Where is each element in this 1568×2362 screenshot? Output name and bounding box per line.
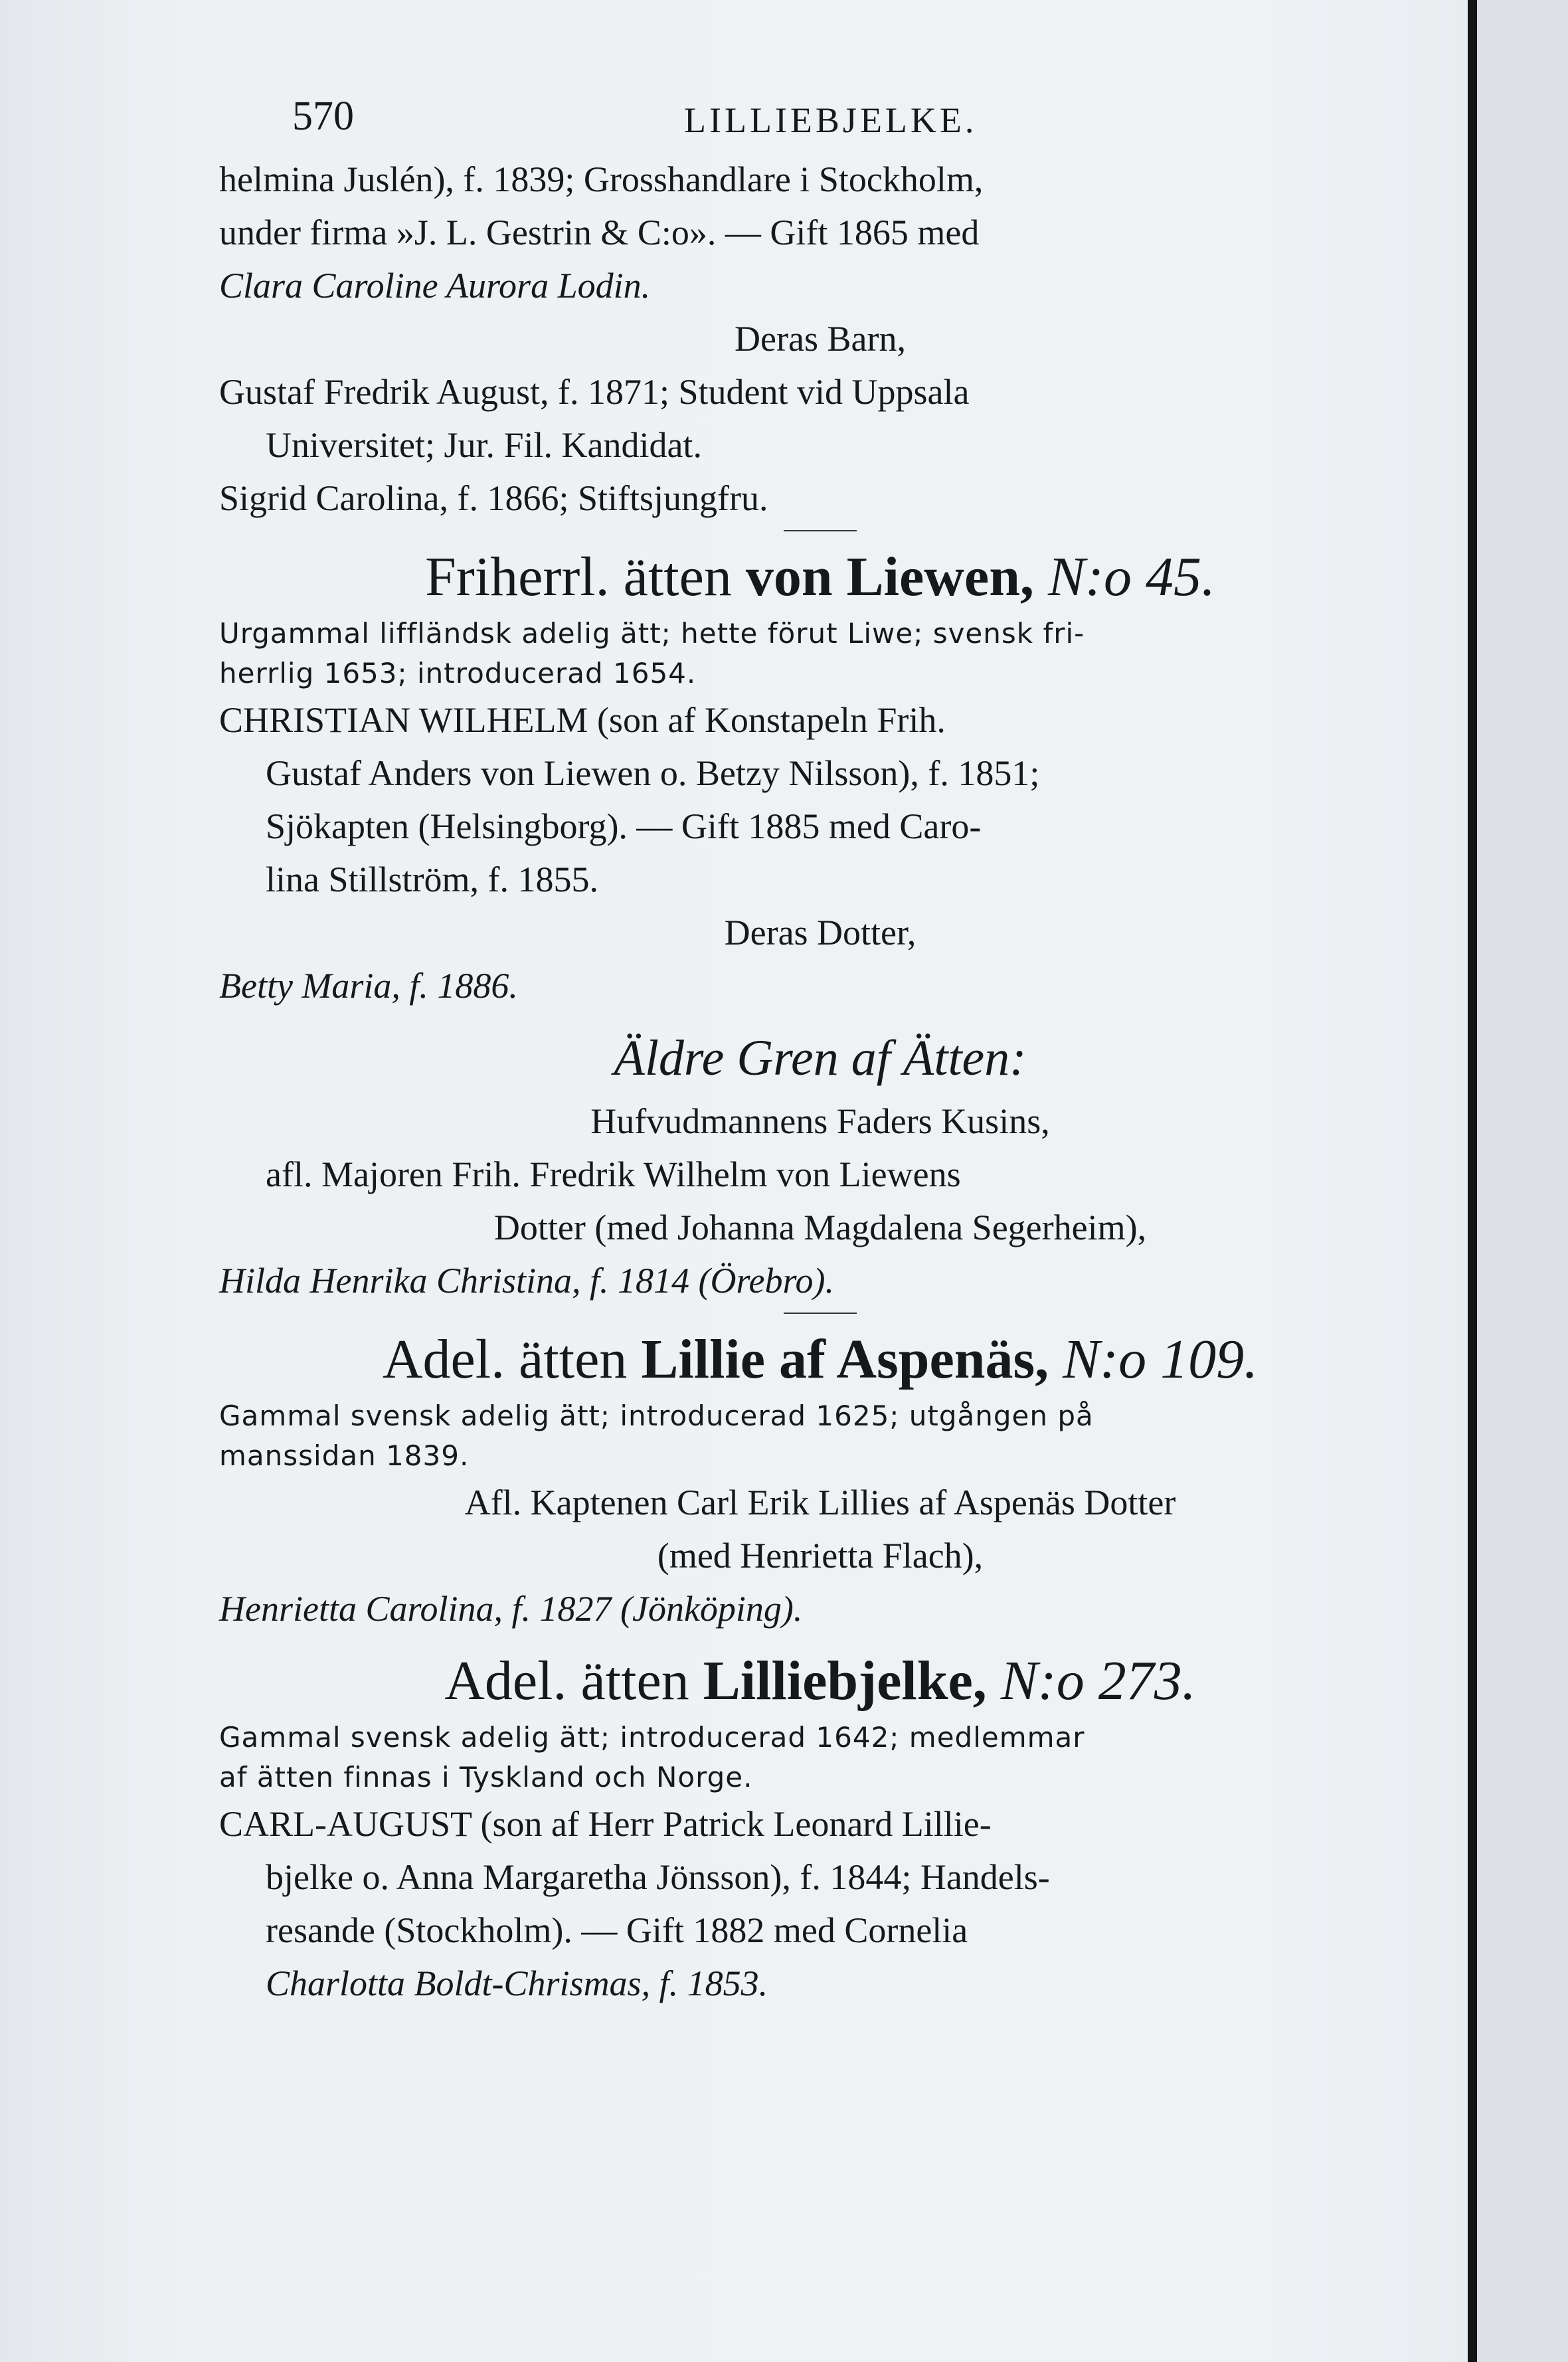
heading-number: N:o 45. xyxy=(1033,546,1215,608)
subheading-line: Hufvudmannens Faders Kusins, xyxy=(590,1101,1050,1141)
text-line: Gustaf Anders von Liewen o. Betzy Nilsson), f. 1851; xyxy=(266,753,1040,793)
section-heading xyxy=(219,1323,1421,1396)
intro-line: manssidan 1839. xyxy=(219,1439,470,1472)
page-content xyxy=(219,80,1421,2010)
text-line: Betty Maria, f. 1886. xyxy=(219,966,518,1006)
intro-line: Gammal svensk adelig ätt; introducerad 1625; utgången på xyxy=(219,1400,1094,1432)
text-line: Gustaf Fredrik August, f. 1871; Student vid Uppsala xyxy=(219,372,970,412)
text-line: afl. Majoren Frih. Fredrik Wilhelm von Liewens xyxy=(266,1154,961,1194)
running-head: LILLIEBJELKE. xyxy=(684,100,978,140)
heading-prefix: Adel. ätten xyxy=(382,1328,642,1390)
section-von-liewen xyxy=(219,541,1421,1307)
intro-line: Gammal svensk adelig ätt; introducerad 1642; medlemmar xyxy=(219,1721,1085,1754)
intro-line: Urgammal liffländsk adelig ätt; hette förut Liwe; svensk fri- xyxy=(219,617,1085,650)
text-line: Universitet; Jur. Fil. Kandidat. xyxy=(266,425,702,465)
page-number: 570 xyxy=(292,94,354,139)
text-line: Charlotta Boldt-Chrismas, f. 1853. xyxy=(266,1963,768,2003)
text-line: Dotter (med Johanna Magdalena Segerheim), xyxy=(493,1208,1147,1247)
text-line: resande (Stockholm). — Gift 1882 med Cornelia xyxy=(266,1910,968,1950)
section-divider xyxy=(784,530,857,531)
text-line: Hilda Henrika Christina, f. 1814 (Örebro). xyxy=(219,1261,834,1301)
branch-heading: Äldre Gren af Ätten: xyxy=(614,1030,1027,1086)
text-line: (med Henrietta Flach), xyxy=(657,1536,984,1576)
section-divider xyxy=(784,1313,857,1314)
text-line: bjelke o. Anna Margaretha Jönsson), f. 1844; Handels- xyxy=(266,1857,1050,1897)
intro-line: herrlig 1653; introducerad 1654. xyxy=(219,657,697,689)
text-line: Henrietta Carolina, f. 1827 (Jönköping). xyxy=(219,1589,803,1629)
section-lillie-af-aspenas xyxy=(219,1323,1421,1635)
text-line: helmina Juslén), f. 1839; Grosshandlare i Stockholm, xyxy=(219,159,984,199)
text-line: under firma »J. L. Gestrin & C:o». — Gift 1865 med xyxy=(219,213,980,252)
heading-family-name: von Liewen, xyxy=(745,546,1034,608)
text-line: Sjökapten (Helsingborg). — Gift 1885 med Caro- xyxy=(266,806,982,846)
page-header xyxy=(219,80,1421,153)
heading-prefix: Adel. ätten xyxy=(444,1650,703,1712)
text-line: Afl. Kaptenen Carl Erik Lillies af Aspenäs Dotter xyxy=(464,1483,1176,1522)
intro-line: af ätten finnas i Tyskland och Norge. xyxy=(219,1761,753,1793)
subheading-line: Deras Dotter, xyxy=(724,913,916,953)
text-line: CHRISTIAN WILHELM (son af Konstapeln Frih. xyxy=(219,700,946,740)
heading-prefix: Friherrl. ätten xyxy=(425,546,746,608)
gutter-rule xyxy=(1468,0,1477,2362)
text-line: CARL-AUGUST (son af Herr Patrick Leonard Lillie- xyxy=(219,1804,992,1844)
section-lilliebjelke xyxy=(219,1645,1421,2010)
heading-family-name: Lillie af Aspenäs, xyxy=(641,1328,1049,1390)
section-heading xyxy=(219,1645,1421,1718)
text-line: lina Stillström, f. 1855. xyxy=(266,860,599,899)
heading-family-name: Lilliebjelke, xyxy=(703,1650,987,1712)
text-line: Clara Caroline Aurora Lodin. xyxy=(219,266,651,306)
gutter-shade xyxy=(1477,0,1568,2362)
subheading-line: Deras Barn, xyxy=(735,319,906,359)
heading-number: N:o 109. xyxy=(1049,1328,1259,1390)
heading-number: N:o 273. xyxy=(986,1650,1196,1712)
continuation-entry xyxy=(219,153,1421,525)
text-line: Sigrid Carolina, f. 1866; Stiftsjungfru. xyxy=(219,478,768,518)
section-heading xyxy=(219,541,1421,614)
